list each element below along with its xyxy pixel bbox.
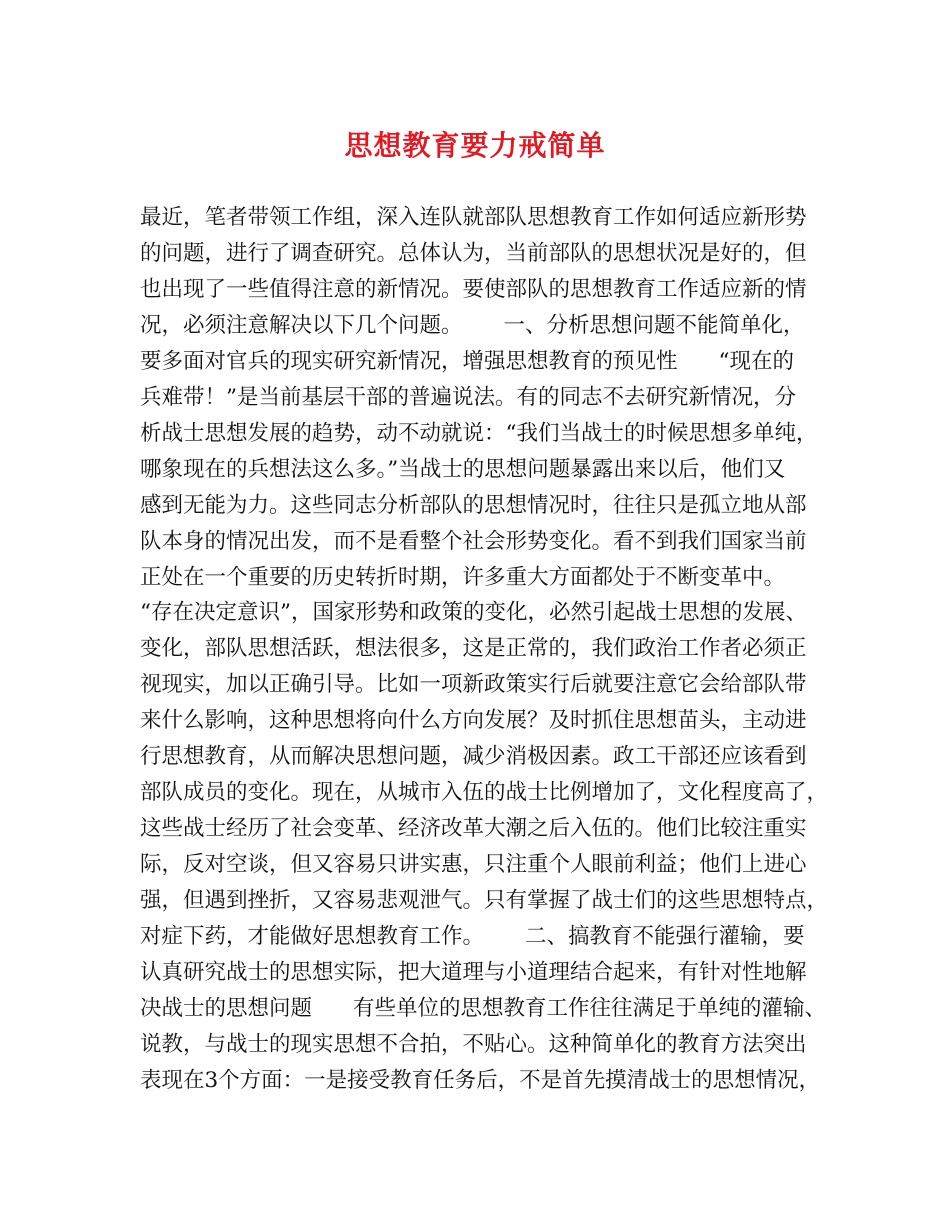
- body-text-line: 析战士思想发展的趋势，动不动就说：“我们当战士的时候思想多单纯，: [140, 420, 818, 446]
- body-text-line: 认真研究战士的思想实际，把大道理与小道理结合起来，有针对性地解: [140, 959, 807, 985]
- body-text-line: 部队成员的变化。现在，从城市入伍的战士比例增加了，文化程度高了，: [140, 780, 829, 806]
- body-text-line: 最近，笔者带领工作组，深入连队就部队思想教育工作如何适应新形势: [140, 205, 807, 230]
- body-text-line: 强，但遇到挫折，又容易悲观泄气。只有掌握了战士们的这些思想特点，: [140, 888, 829, 914]
- document-title: 思想教育要力戒简单: [344, 129, 606, 162]
- body-text-line: 来什么影响，这种思想将向什么方向发展？及时抓住思想苗头，主动进: [140, 708, 807, 734]
- body-text-line: “存在决定意识”，国家形势和政策的变化，必然引起战士思想的发展、: [140, 600, 807, 626]
- body-text-line: 也出现了一些值得注意的新情况。要使部队的思想教育工作适应新的情: [140, 276, 807, 302]
- body-text-line: 际，反对空谈，但又容易只讲实惠，只注重个人眼前利益；他们上进心: [140, 852, 807, 878]
- body-text-line: 哪象现在的兵想法这么多。”当战士的思想问题暴露出来以后，他们又: [140, 456, 786, 482]
- body-text-line: 对症下药，才能做好思想教育工作。 二、搞教育不能强行灌输，要: [140, 924, 805, 949]
- body-text-line: 感到无能为力。这些同志分析部队的思想情况时，往往只是孤立地从部: [140, 492, 807, 518]
- body-text-line: 说教，与战士的现实思想不合拍，不贴心。这种简单化的教育方法突出: [140, 1031, 807, 1057]
- body-text-line: 要多面对官兵的现实研究新情况，增强思想教育的预见性 “现在的: [140, 348, 794, 374]
- body-text-line: 决战士的思想问题 有些单位的思想教育工作往往满足于单纯的灌输、: [140, 995, 827, 1021]
- body-text-line: 表现在3个方面：一是接受教育任务后，不是首先摸清战士的思想情况，: [140, 1067, 821, 1093]
- body-text-line: 这些战士经历了社会变革、经济改革大潮之后入伍的。他们比较注重实: [140, 816, 807, 842]
- body-text-line: 变化，部队思想活跃，想法很多，这是正常的，我们政治工作者必须正: [140, 636, 807, 662]
- body-text-line: 兵难带！”是当前基层干部的普遍说法。有的同志不去研究新情况，分: [140, 384, 796, 410]
- body-text-line: 队本身的情况出发，而不是看整个社会形势变化。看不到我们国家当前: [140, 528, 807, 554]
- body-text-line: 视现实，加以正确引导。比如一项新政策实行后就要注意它会给部队带: [140, 672, 807, 698]
- body-text-line: 的问题，进行了调查研究。总体认为，当前部队的思想状况是好的，但: [140, 240, 807, 266]
- body-text-line: 正处在一个重要的历史转折时期，许多重大方面都处于不断变革中。: [140, 564, 786, 590]
- body-text-line: 行思想教育，从而解决思想问题，减少消极因素。政工干部还应该看到: [140, 744, 807, 770]
- body-text-line: 况，必须注意解决以下几个问题。 一、分析思想问题不能简单化，: [140, 312, 805, 338]
